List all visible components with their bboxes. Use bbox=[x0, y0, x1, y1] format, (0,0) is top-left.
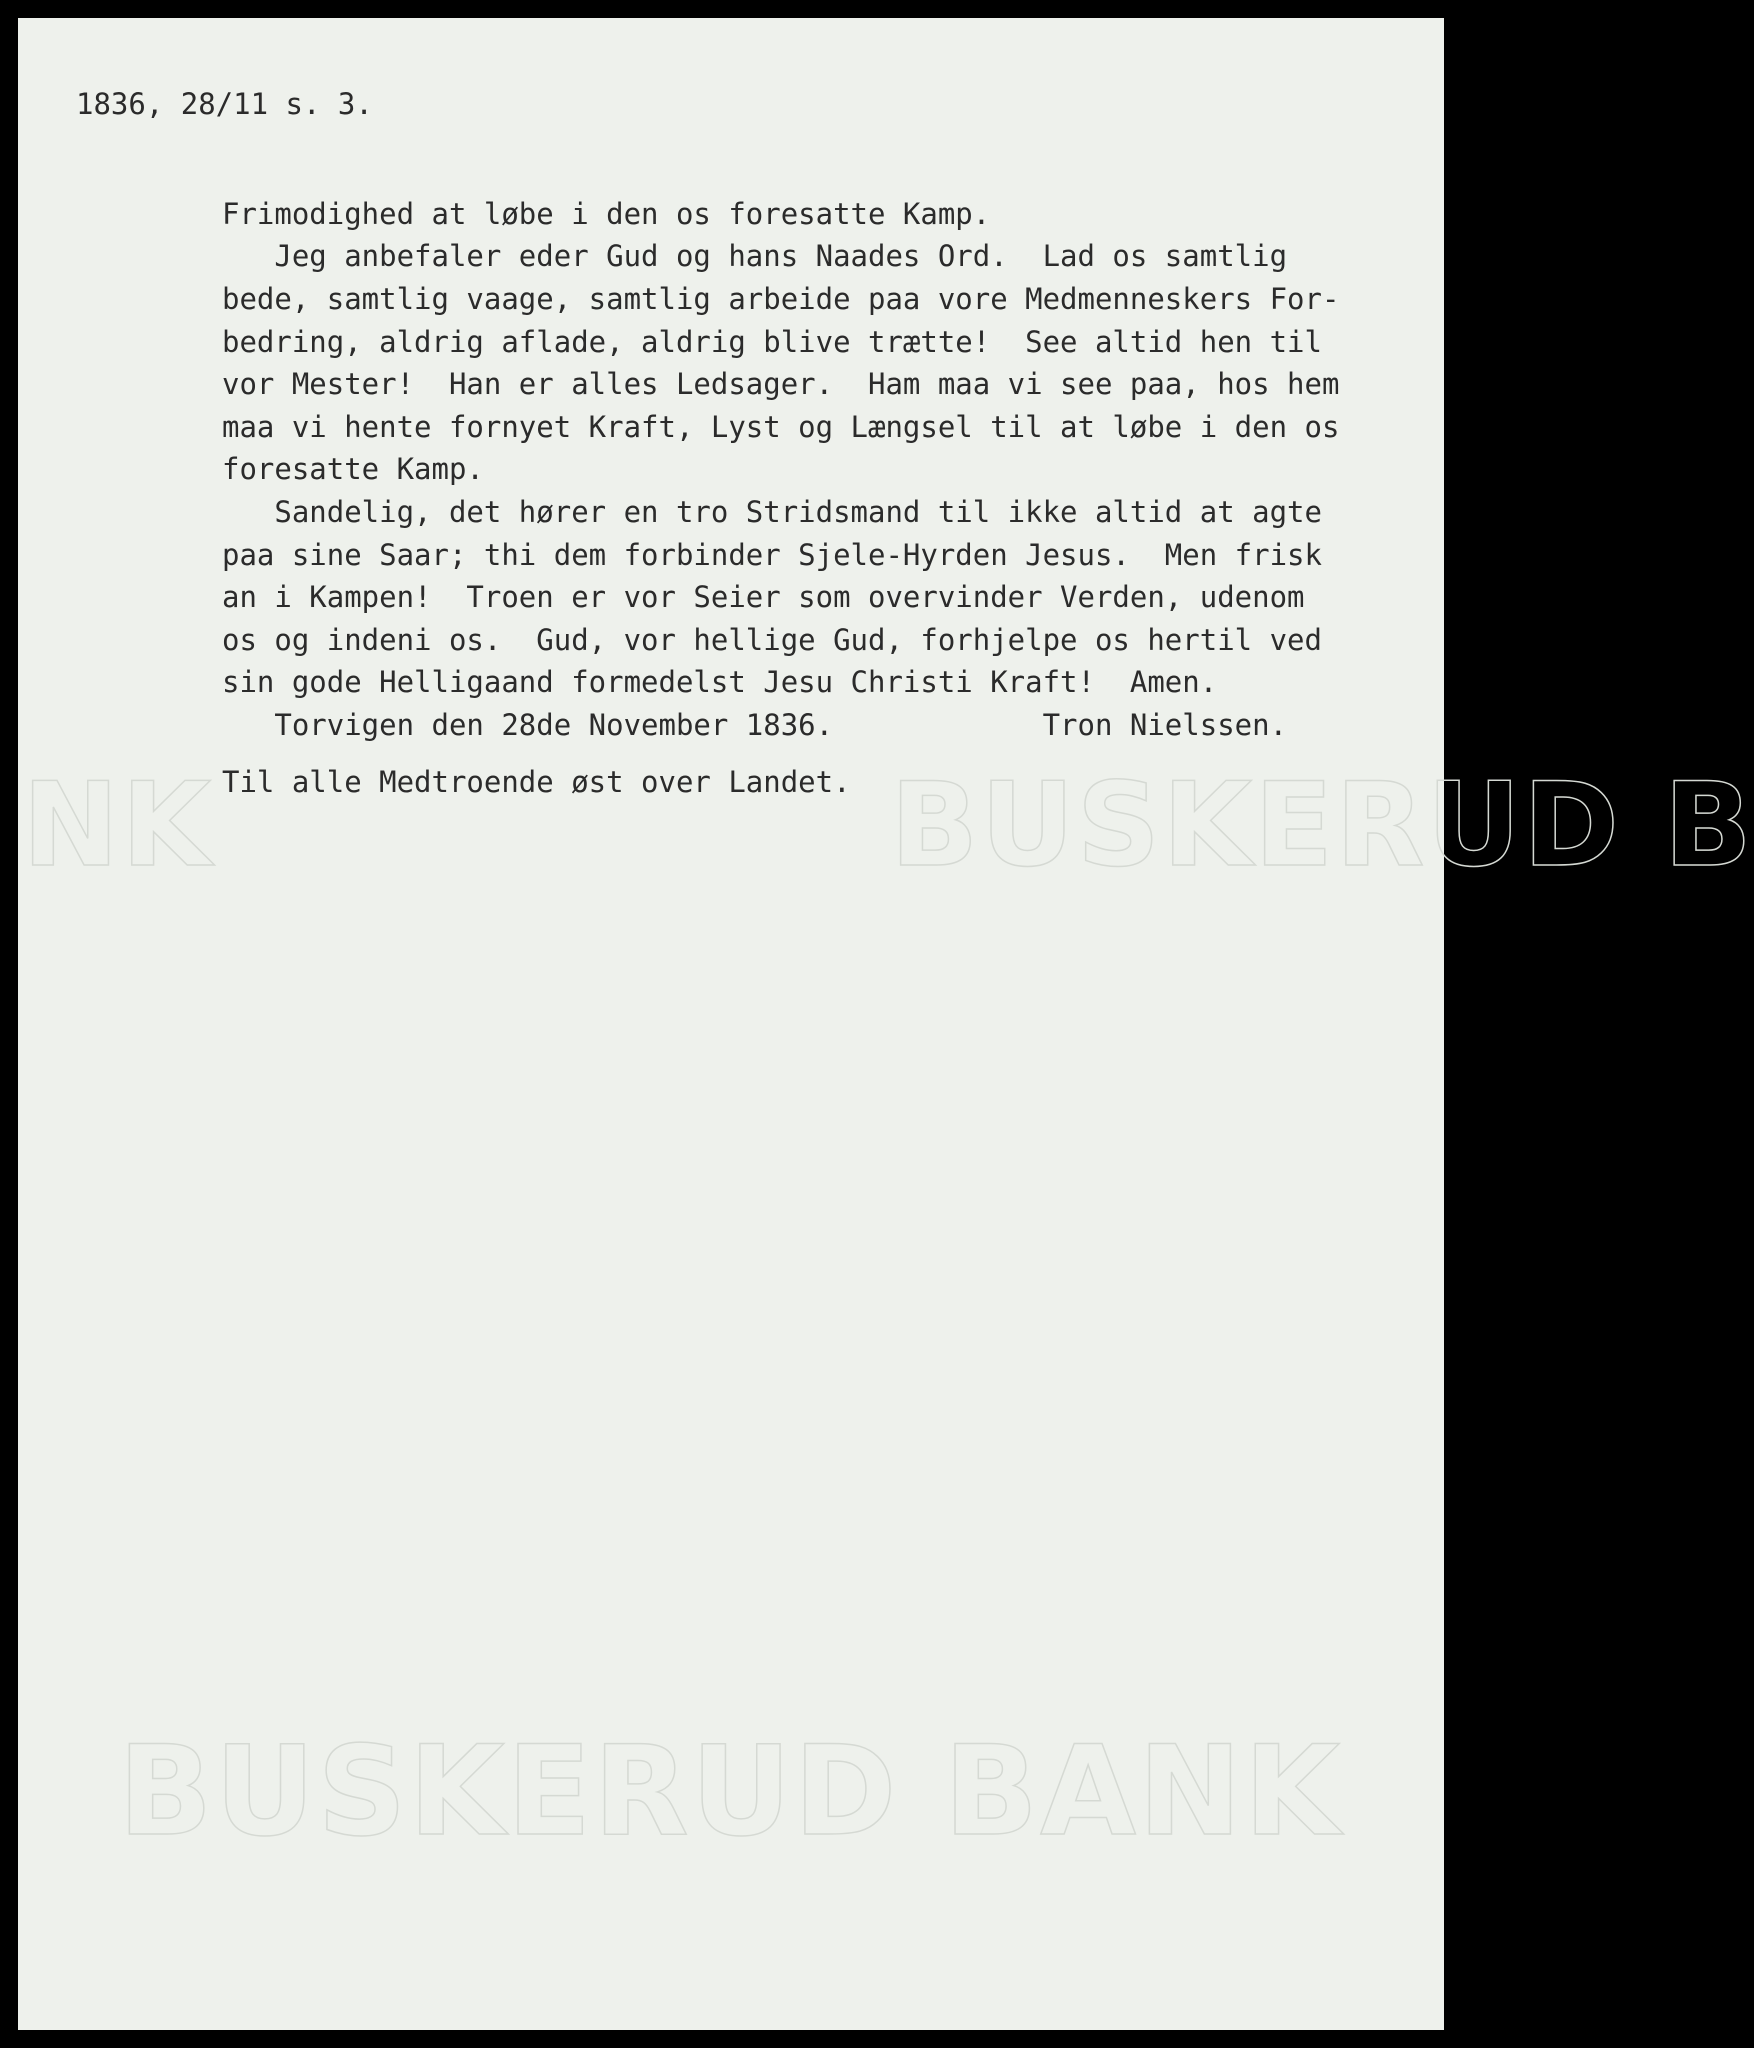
text-line: foresatte Kamp. bbox=[222, 452, 484, 486]
text-line: vor Mester! Han er alles Ledsager. Ham maa vi see paa, hos hem bbox=[222, 367, 1340, 401]
addressee-line: Til alle Medtroende øst over Landet. bbox=[222, 765, 851, 799]
text-line: maa vi hente fornyet Kraft, Lyst og Længsel til at løbe i den os bbox=[222, 410, 1340, 444]
signature-line: Torvigen den 28de November 1836. Tron Nielssen. bbox=[222, 708, 1288, 742]
text-line: bedring, aldrig aflade, aldrig blive trætte! See altid hen til bbox=[222, 325, 1322, 359]
text-line: Frimodighed at løbe i den os foresatte Kamp. bbox=[222, 197, 991, 231]
text-line: sin gode Helligaand formedelst Jesu Christi Kraft! Amen. bbox=[222, 665, 1218, 699]
text-line: Jeg anbefaler eder Gud og hans Naades Ord. Lad os samtlig bbox=[222, 239, 1288, 273]
text-line: os og indeni os. Gud, vor hellige Gud, forhjelpe os hertil ved bbox=[222, 623, 1322, 657]
watermark-bottom: BUSKERUD BANK bbox=[118, 1720, 1342, 1864]
text-line: paa sine Saar; thi dem forbinder Sjele-Hyrden Jesus. Men frisk bbox=[222, 538, 1322, 572]
page-reference: 1836, 28/11 s. 3. bbox=[76, 87, 373, 121]
text-line: an i Kampen! Troen er vor Seier som overvinder Verden, udenom bbox=[222, 580, 1305, 614]
document-page bbox=[18, 18, 1754, 2030]
text-line: Sandelig, det hører en tro Stridsmand til ikke altid at agte bbox=[222, 495, 1322, 529]
text-line: bede, samtlig vaage, samtlig arbeide paa vore Medmenneskers For- bbox=[222, 282, 1340, 316]
watermark-left: NK bbox=[22, 758, 213, 893]
watermark-top: BUSKERUD B bbox=[890, 758, 1754, 893]
